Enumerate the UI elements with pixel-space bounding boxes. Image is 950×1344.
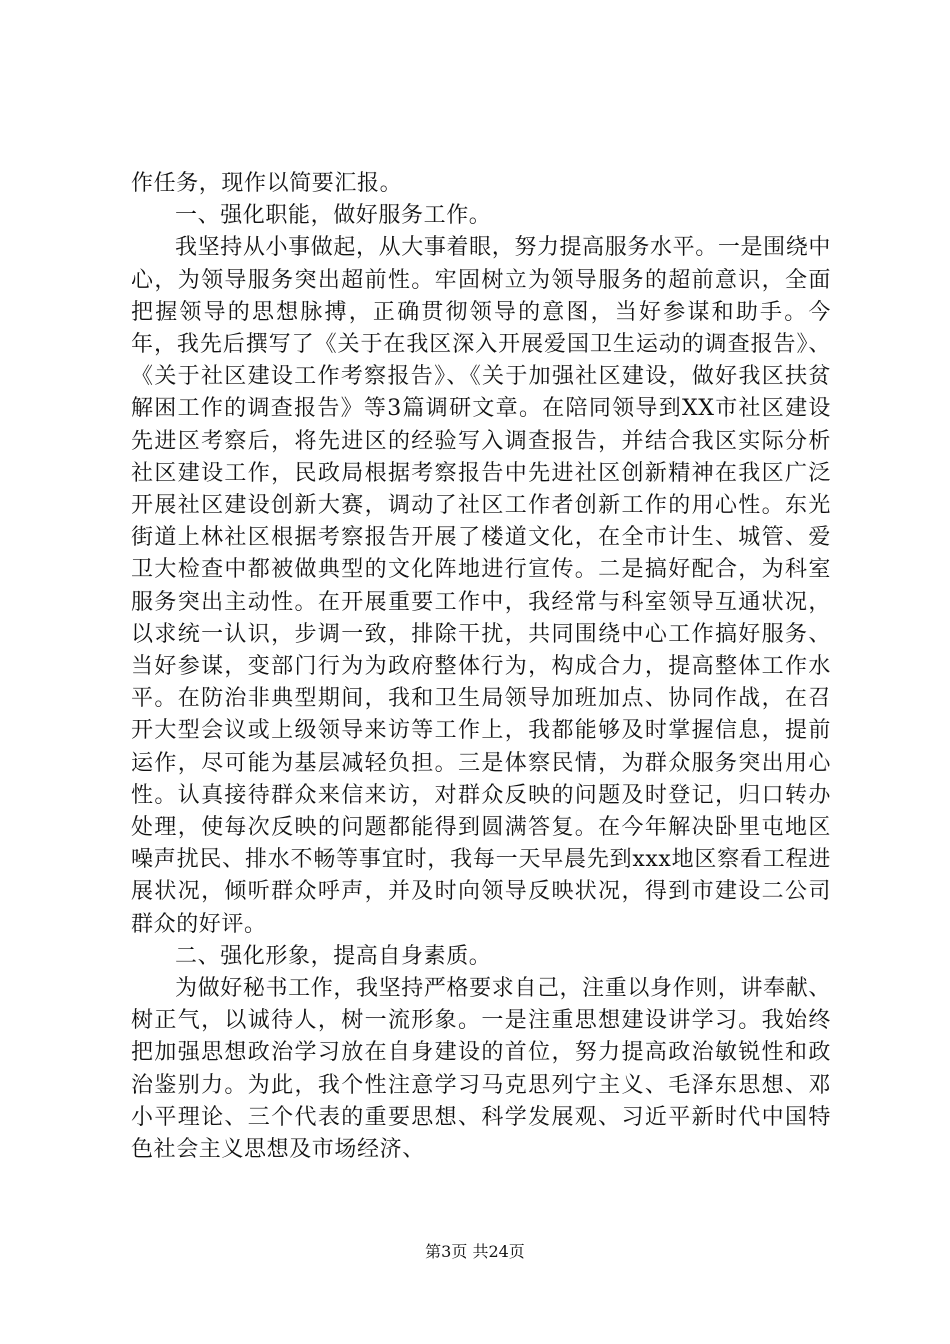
- paragraph-self-quality: 为做好秘书工作，我坚持严格要求自己，注重以身作则，讲奉献、树正气，以诚待人，树一流形象。一是注重思想建设讲学习。我始终把加强思想政治学习放在自身建设的首位，努力提高政治敏锐性和政治鉴别力。为此，我个性注意学习马克思列宁主义、毛泽东思想、邓小平理论、三个代表的重要思想、科学发展观、习近平新时代中国特色社会主义思想及市场经济、: [131, 976, 831, 1163]
- section-heading-2: 二、强化形象，提高自身素质。: [175, 943, 492, 969]
- section-heading-1: 一、强化职能，做好服务工作。: [175, 203, 492, 229]
- paragraph-service-work: 我坚持从小事做起，从大事着眼，努力提高服务水平。一是围绕中心，为领导服务突出超前性。牢固树立为领导服务的超前意识，全面把握领导的思想脉搏，正确贯彻领导的意图，当好参谋和助手。今年，我先后撰写了《关于在我区深入开展爱国卫生运动的调查报告》、《关于社区建设工作考察报告》、《关于加强社区建设，做好我区扶贫解困工作的调查报告》等3篇调研文章。在陪同领导到XX市社区建设先进区考察后，将先进区的经验写入调查报告，并结合我区实际分析社区建设工作，民政局根据考察报告中先进社区创新精神在我区广泛开展社区建设创新大赛，调动了社区工作者创新工作的用心性。东光街道上林社区根据考察报告开展了楼道文化，在全市计生、城管、爱卫大检查中都被做典型的文化阵地进行宣传。二是搞好配合，为科室服务突出主动性。在开展重要工作中，我经常与科室领导互通状况，以求统一认识，步调一致，排除干扰，共同围绕中心工作搞好服务、当好参谋，变部门行为为政府整体行为，构成合力，提高整体工作水平。在防治非典型期间，我和卫生局领导加班加点、协同作战，在召开大型会议或上级领导来访等工作上，我都能够及时掌握信息，提前运作，尽可能为基层减轻负担。三是体察民情，为群众服务突出用心性。认真接待群众来信来访，对群众反映的问题及时登记，归口转办处理，使每次反映的问题都能得到圆满答复。在今年解决卧里屯地区噪声扰民、排水不畅等事宜时，我每一天早晨先到xxx地区察看工程进展状况，倾听群众呼声，并及时向领导反映状况，得到市建设二公司群众的好评。: [131, 235, 831, 937]
- page-footer: 第3页 共24页: [425, 1242, 525, 1261]
- body-text: [131, 168, 831, 1166]
- paragraph-continuation: 作任务，现作以简要汇报。: [131, 171, 403, 196]
